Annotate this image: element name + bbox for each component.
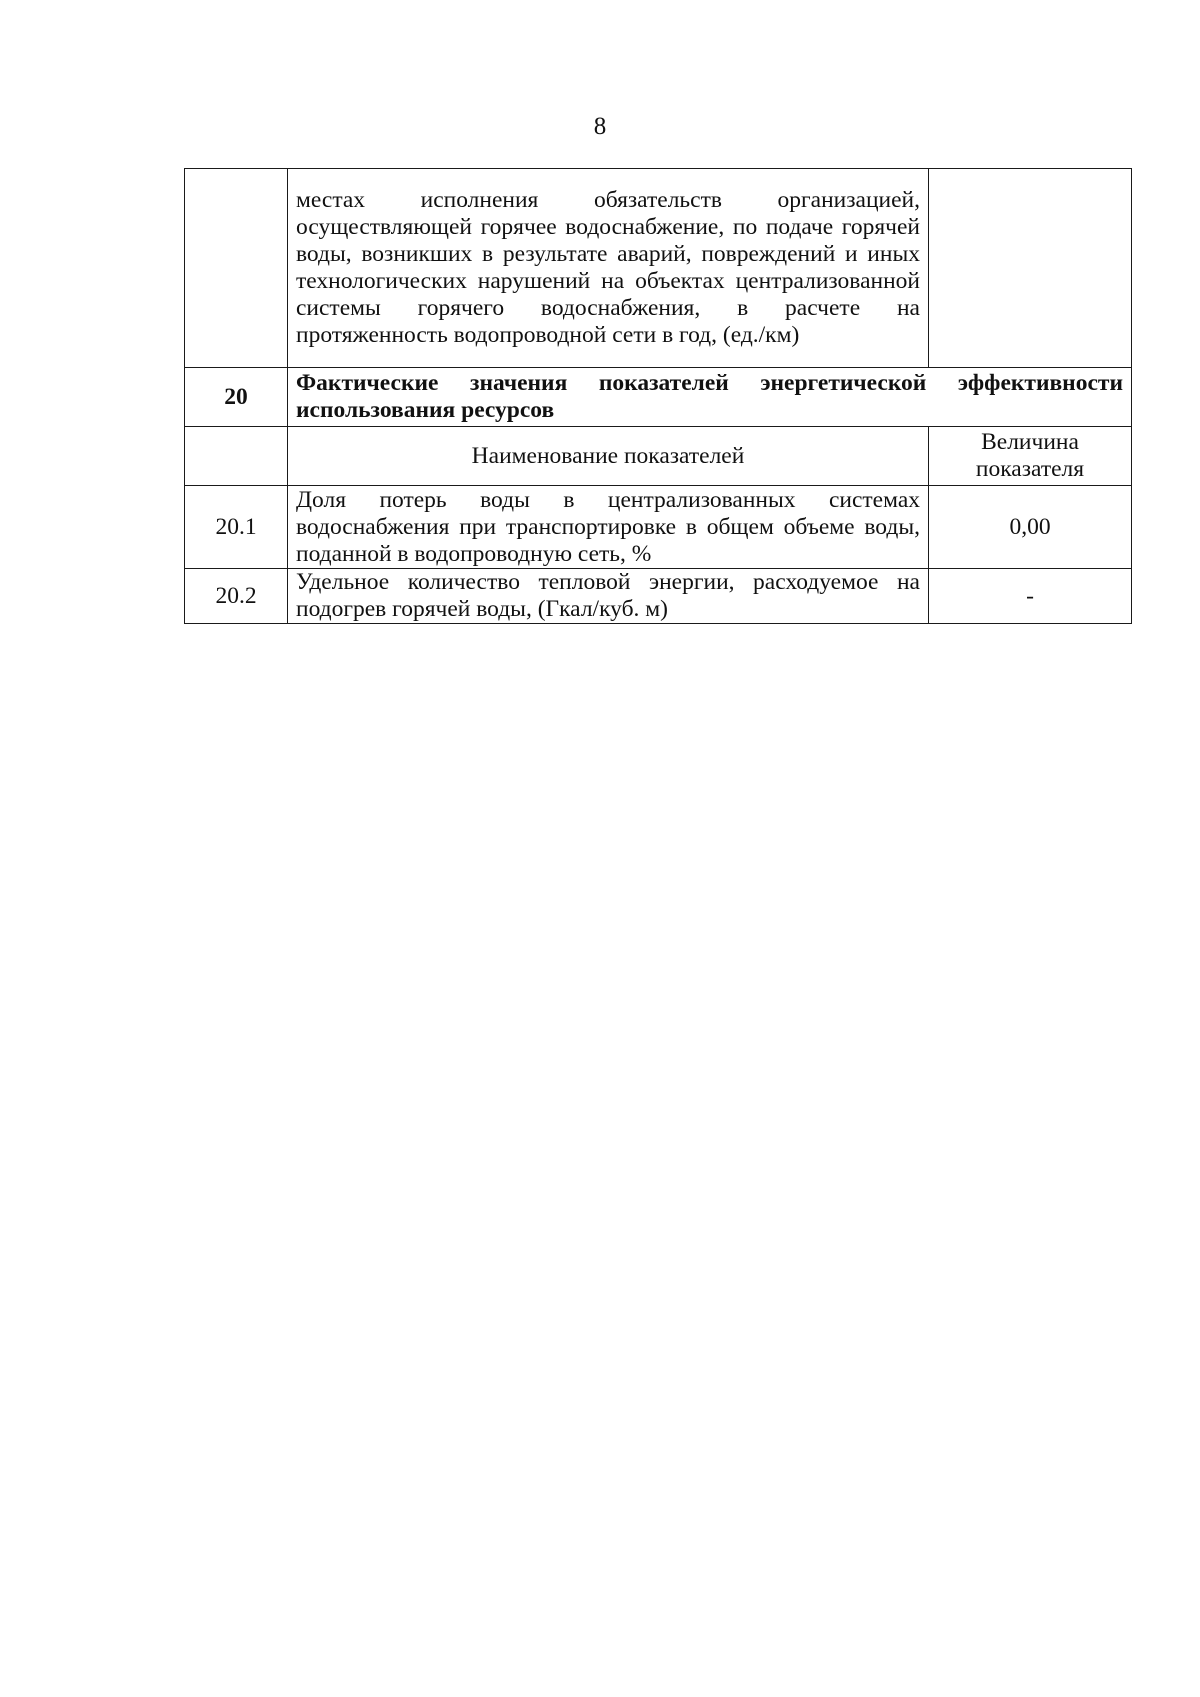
header-name-label: Наименование показателей: [288, 427, 929, 486]
row-value-cell: 0,00: [929, 486, 1132, 569]
row-text-cell: Удельное количество тепловой энергии, расходуемое на подогрев горячей воды, (Гкал/куб. м): [288, 569, 929, 624]
row-value-cell: [929, 169, 1132, 368]
row-text-cell: Доля потерь воды в централизованных системах водоснабжения при транспортировке в общем объеме воды, поданной в водопроводную сеть, %: [288, 486, 929, 569]
section-title: Фактические значения показателей энергетической эффективности использования ресурсов: [288, 368, 1132, 427]
table-row-continued: [185, 169, 1132, 368]
header-number-cell: [185, 427, 288, 486]
row-number-cell: [185, 169, 288, 368]
section-row: [185, 368, 1132, 427]
header-value-label: Величина показателя: [929, 427, 1132, 486]
table-row: [185, 569, 1132, 624]
row-number-cell: 20.2: [185, 569, 288, 624]
row-text-cell: местах исполнения обязательств организацией, осуществляющей горячее водоснабжение, по подаче горячей воды, возникших в результате аварий, повреждений и иных технологических нарушений на объектах централизованной системы горячего водоснабжения, в расчете на протяженность водопроводной сети в год, (ед./км): [288, 169, 929, 368]
indicators-table: [184, 168, 1132, 624]
row-value-cell: -: [929, 569, 1132, 624]
row-number-cell: 20.1: [185, 486, 288, 569]
table-header-row: [185, 427, 1132, 486]
table-row: [185, 486, 1132, 569]
page-number: 8: [593, 113, 607, 140]
section-number: 20: [185, 368, 288, 427]
